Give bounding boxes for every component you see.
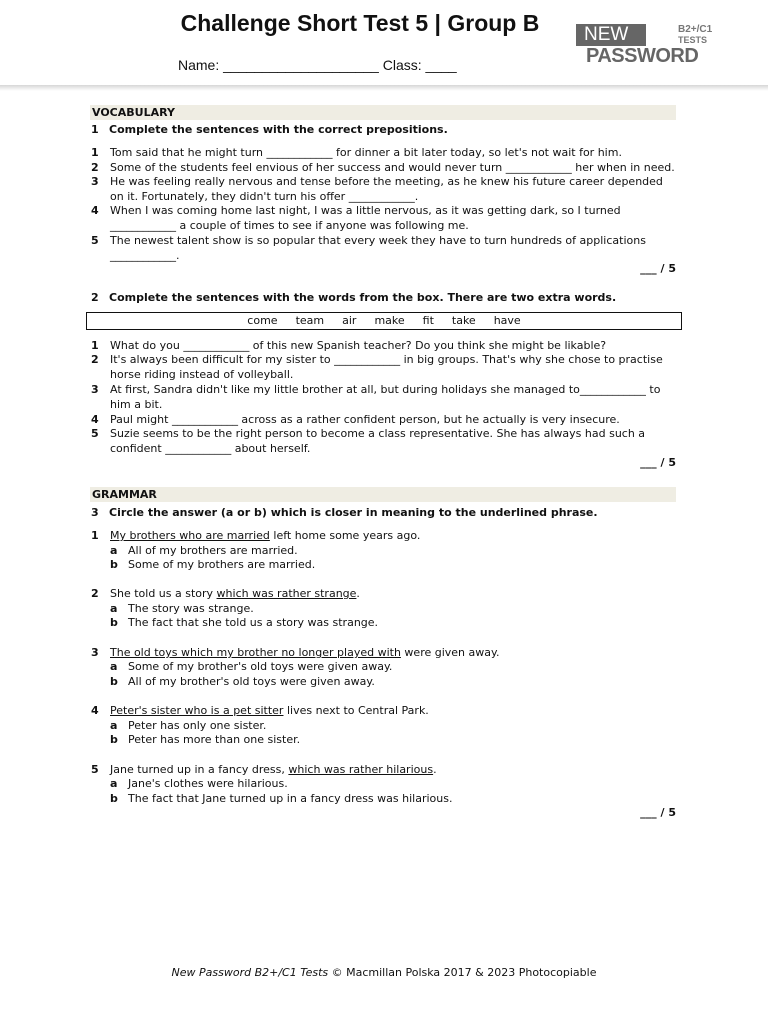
- footer-title: New Password B2+/C1 Tests: [171, 966, 329, 979]
- option-text: Peter has only one sister.: [128, 719, 267, 732]
- vocabulary-heading: VOCABULARY: [90, 105, 676, 120]
- item-number: 4: [91, 204, 99, 217]
- option-text: Peter has more than one sister.: [128, 733, 301, 746]
- header-divider: [0, 85, 768, 91]
- option-letter: a: [110, 602, 118, 615]
- question-number: 2: [91, 587, 99, 600]
- option-letter: a: [110, 544, 118, 557]
- question-number: 3: [91, 646, 99, 659]
- item-text: The newest talent show is so popular that every week they have to turn hundreds of applications ____________.: [110, 234, 646, 262]
- underlined-phrase: The old toys which my brother no longer played with: [110, 646, 401, 659]
- word-box-item: air: [342, 314, 357, 327]
- name-label: Name:: [178, 57, 220, 73]
- item-number: 1: [91, 339, 99, 352]
- list-item: [91, 426, 676, 456]
- question-text: She told us a story: [110, 587, 217, 600]
- question-text: .: [356, 587, 360, 600]
- task-3-score: ___ / 5: [640, 806, 676, 819]
- list-item: [91, 174, 676, 204]
- list-item: [91, 338, 676, 353]
- task-text: Complete the sentences with the correct prepositions.: [109, 123, 448, 136]
- task-3-instruction: [91, 506, 598, 519]
- option-letter: a: [110, 777, 118, 790]
- list-item: [91, 412, 676, 427]
- underlined-phrase: which was rather strange: [216, 587, 357, 600]
- question: [91, 586, 360, 601]
- question: [91, 762, 437, 777]
- word-box-item: make: [374, 314, 405, 327]
- option-text: Some of my brothers are married.: [128, 558, 316, 571]
- list-item: [91, 382, 676, 412]
- task-number: 3: [91, 506, 99, 519]
- item-number: 5: [91, 234, 99, 247]
- logo-level: B2+/C1: [678, 24, 713, 35]
- option-text: All of my brother's old toys were given away.: [128, 675, 375, 688]
- item-text: When I was coming home last night, I was a little nervous, as it was getting dark, so I turned ____________ a couple of times to see if anyone was following me.: [110, 204, 621, 232]
- logo-tests: TESTS: [678, 35, 708, 45]
- underlined-phrase: My brothers who are married: [110, 529, 270, 542]
- item-number: 4: [91, 413, 99, 426]
- task-1-score: ___ / 5: [640, 262, 676, 275]
- answer-option-b[interactable]: [110, 791, 452, 806]
- option-text: Some of my brother's old toys were given away.: [128, 660, 393, 673]
- list-item: [91, 203, 676, 233]
- item-number: 3: [91, 383, 99, 396]
- question-text: .: [433, 763, 437, 776]
- question-number: 5: [91, 763, 99, 776]
- answer-option-a[interactable]: [110, 718, 266, 733]
- question-number: 4: [91, 704, 99, 717]
- item-text: Tom said that he might turn ____________ for dinner a bit later today, so let's not wait for him.: [110, 146, 622, 159]
- option-letter: b: [110, 733, 118, 746]
- item-number: 1: [91, 146, 99, 159]
- logo-new: NEW: [576, 24, 646, 46]
- item-text: Some of the students feel envious of her success and would never turn ____________ her when in need.: [110, 161, 675, 174]
- grammar-heading: GRAMMAR: [90, 487, 676, 502]
- question: [91, 645, 499, 660]
- underlined-phrase: which was rather hilarious: [288, 763, 434, 776]
- word-box-item: come: [247, 314, 278, 327]
- task-1-instruction: [91, 123, 448, 136]
- question: [91, 703, 429, 718]
- option-letter: b: [110, 558, 118, 571]
- option-letter: b: [110, 675, 118, 688]
- option-text: The fact that Jane turned up in a fancy dress was hilarious.: [128, 792, 453, 805]
- item-text: It's always been difficult for my sister to ____________ in big groups. That's why she chose to practise horse riding instead of volleyball.: [110, 353, 663, 381]
- question-text: left home some years ago.: [269, 529, 421, 542]
- word-box: [86, 312, 682, 330]
- logo-password: PASSWORD: [586, 45, 699, 67]
- answer-option-a[interactable]: [110, 601, 254, 616]
- item-text: Suzie seems to be the right person to become a class representative. She has always had such a confident ____________ about herself.: [110, 427, 646, 455]
- answer-option-b[interactable]: [110, 615, 378, 630]
- name-blank: ____________________: [223, 57, 379, 73]
- list-item: [91, 145, 676, 160]
- item-number: 2: [91, 353, 99, 366]
- list-item: [91, 352, 676, 382]
- answer-option-b[interactable]: [110, 732, 300, 747]
- option-text: Jane's clothes were hilarious.: [128, 777, 288, 790]
- class-blank: ____: [425, 57, 457, 73]
- list-item: [91, 233, 676, 263]
- option-letter: b: [110, 792, 118, 805]
- option-text: All of my brothers are married.: [128, 544, 298, 557]
- answer-option-b[interactable]: [110, 557, 315, 572]
- answer-option-a[interactable]: [110, 659, 392, 674]
- word-box-item: take: [451, 314, 476, 327]
- class-label: Class:: [382, 57, 422, 73]
- task-2-score: ___ / 5: [640, 456, 676, 469]
- question-text: Jane turned up in a fancy dress,: [110, 763, 289, 776]
- item-number: 2: [91, 161, 99, 174]
- task-2-instruction: [91, 291, 616, 304]
- question: [91, 528, 420, 543]
- underlined-phrase: Peter's sister who is a pet sitter: [110, 704, 284, 717]
- item-text: Paul might ____________ across as a rather confident person, but he actually is very insecure.: [110, 413, 620, 426]
- question-text: were given away.: [400, 646, 500, 659]
- question-number: 1: [91, 529, 99, 542]
- word-box-item: have: [493, 314, 521, 327]
- item-text: At first, Sandra didn't like my little brother at all, but during holidays she managed to____________ to him a bit.: [110, 383, 661, 411]
- item-number: 3: [91, 175, 99, 188]
- option-text: The fact that she told us a story was strange.: [128, 616, 379, 629]
- option-letter: a: [110, 719, 118, 732]
- new-password-logo: [576, 24, 718, 68]
- name-class-line: [178, 57, 457, 73]
- option-text: The story was strange.: [128, 602, 254, 615]
- answer-option-a[interactable]: [110, 776, 288, 791]
- task-number: 2: [91, 291, 99, 304]
- item-number: 5: [91, 427, 99, 440]
- answer-option-a[interactable]: [110, 543, 298, 558]
- option-letter: a: [110, 660, 118, 673]
- task-number: 1: [91, 123, 99, 136]
- word-box-item: team: [295, 314, 325, 327]
- question-text: lives next to Central Park.: [283, 704, 429, 717]
- page-footer: [0, 966, 768, 979]
- list-item: [91, 160, 676, 175]
- item-text: What do you ____________ of this new Spanish teacher? Do you think she might be likable?: [110, 339, 607, 352]
- answer-option-b[interactable]: [110, 674, 375, 689]
- word-box-item: fit: [422, 314, 434, 327]
- option-letter: b: [110, 616, 118, 629]
- task-text: Circle the answer (a or b) which is closer in meaning to the underlined phrase.: [109, 506, 598, 519]
- footer-copyright: © Macmillan Polska 2017 & 2023 Photocopiable: [328, 966, 597, 979]
- item-text: He was feeling really nervous and tense before the meeting, as he knew his future career depended on it. Fortunately, they didn't turn his offer ____________.: [110, 175, 663, 203]
- page-title: Challenge Short Test 5 | Group B: [180, 10, 540, 36]
- task-text: Complete the sentences with the words from the box. There are two extra words.: [109, 291, 617, 304]
